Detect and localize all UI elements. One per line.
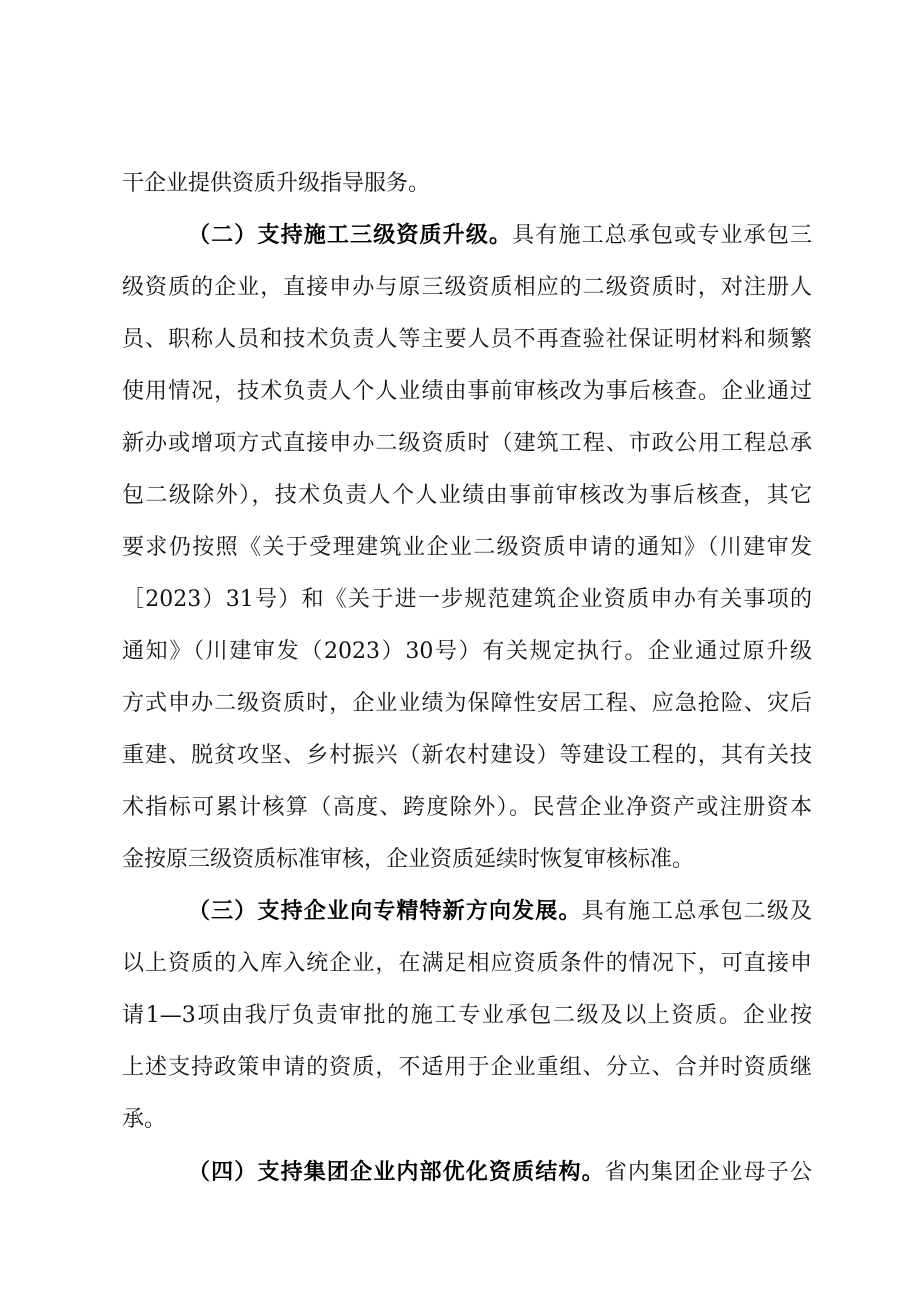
paragraph-2-line: ［2023）31号）和《关于进一步规范建筑企业资质申办有关事项的 (122, 587, 812, 612)
paragraph-3-first-text: 具有施工总承包二级及 (581, 899, 812, 924)
paragraph-2-line: 要求仍按照《关于受理建筑业企业二级资质申请的通知》（川建审发 (122, 535, 812, 560)
paragraph-2-line: 员、职称人员和技术负责人等主要人员不再查验社保证明材料和频繁 (122, 327, 812, 352)
paragraph-2-line: 级资质的企业，直接申办与原三级资质相应的二级资质时，对注册人 (122, 275, 812, 300)
paragraph-3-line: 请1—3项由我厅负责审批的施工专业承包二级及以上资质。企业按 (122, 1003, 812, 1028)
paragraph-2-line: 通知》（川建审发（2023）30号）有关规定执行。企业通过原升级 (122, 639, 812, 664)
paragraph-2-line: 使用情况，技术负责人个人业绩由事前审核改为事后核查。企业通过 (122, 379, 812, 404)
paragraph-2-line: 包二级除外），技术负责人个人业绩由事前审核改为事后核查，其它 (122, 483, 812, 508)
section-heading-4: （四）支持集团企业内部优化资质结构。 (188, 1160, 605, 1185)
paragraph-4-first-text: 省内集团企业母子公 (604, 1160, 812, 1185)
paragraph-3-line: 承。 (122, 1107, 167, 1132)
paragraph-4-first-line (188, 1155, 812, 1191)
paragraph-2-line: 重建、脱贫攻坚、乡村振兴（新农村建设）等建设工程的，其有关技 (122, 743, 812, 768)
section-heading-2: （二）支持施工三级资质升级。 (188, 223, 513, 248)
paragraph-2-line: 金按原三级资质标准审核，企业资质延续时恢复审核标准。 (122, 847, 695, 872)
section-heading-3: （三）支持企业向专精特新方向发展。 (188, 899, 582, 924)
paragraph-2-line: 方式申办二级资质时，企业业绩为保障性安居工程、应急抢险、灾后 (122, 691, 812, 716)
paragraph-2-first-line (188, 218, 812, 254)
paragraph-2-first-text: 具有施工总承包或专业承包三 (512, 223, 812, 248)
paragraph-1-line-1: 干企业提供资质升级指导服务。 (122, 171, 431, 196)
paragraph-3-line: 上述支持政策申请的资质，不适用于企业重组、分立、合并时资质继 (122, 1055, 812, 1080)
paragraph-2-line: 术指标可累计核算（高度、跨度除外）。民营企业净资产或注册资本 (122, 795, 812, 820)
paragraph-3-line: 以上资质的入库入统企业，在满足相应资质条件的情况下，可直接申 (122, 951, 812, 976)
paragraph-3-first-line (188, 894, 812, 930)
paragraph-2-line: 新办或增项方式直接申办二级资质时（建筑工程、市政公用工程总承 (122, 431, 812, 456)
